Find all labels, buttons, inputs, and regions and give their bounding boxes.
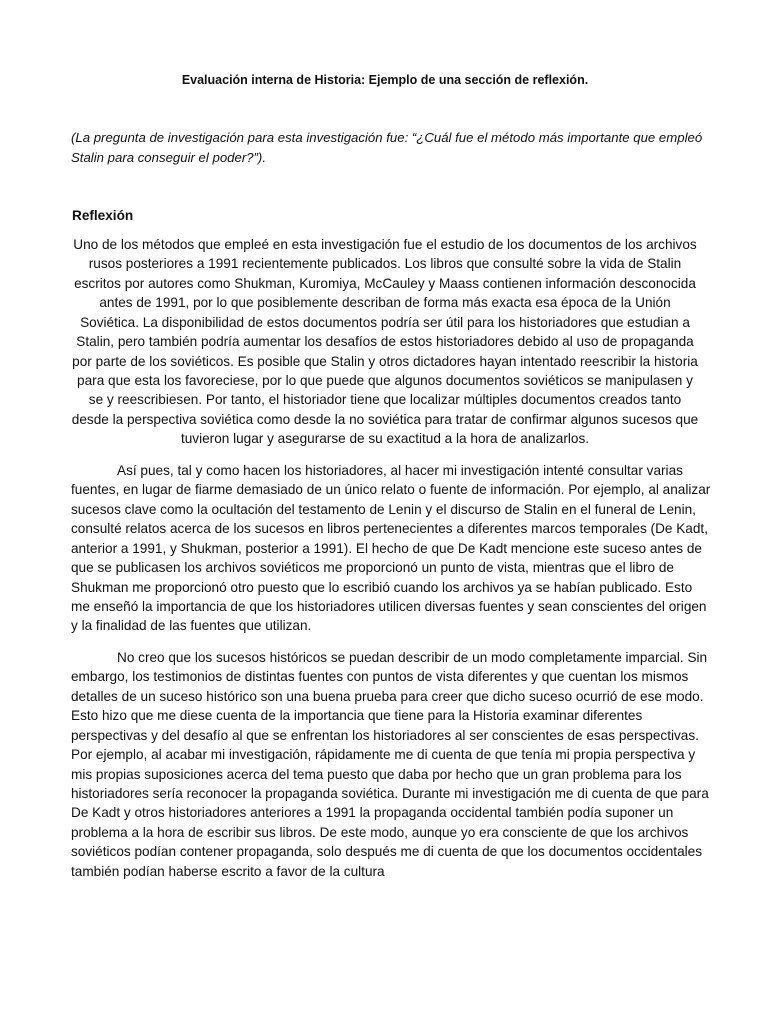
research-question: (La pregunta de investigación para esta investigación fue: “¿Cuál fue el método más importante que empleó Stalin para conseguir el poder?”).	[71, 130, 703, 165]
document-title: Evaluación interna de Historia: Ejemplo de una sección de reflexión.	[181, 73, 589, 87]
paragraph-3: No creo que los sucesos históricos se puedan describir de un modo completamente imparcial. Sin embargo, los testimonios de distintas fuentes con puntos de vista diferentes y que cuentan los mismos detalles de un suceso histórico son una buena prueba para creer que dicho suceso ocurrió de ese modo. Esto hizo que me diese cuenta de la importancia que tiene para la Historia examinar diferentes perspectivas y del desafío al que se enfrentan los historiadores al ser conscientes de esas perspectivas. Por ejemplo, al acabar mi investigación, rápidamente me di cuenta de que tenía mi propia perspectiva y mis propias suposiciones acerca del tema puesto que daba por hecho que un gran problema para los historiadores sería reconocer la propaganda soviética. Durante mi investigación me di cuenta de que para De Kadt y otros historiadores anteriores a 1991 la propaganda occidental también podía suponer un problema a la hora de escribir sus libros. De este modo, aunque yo era consciente de que los archivos soviéticos podían contener propaganda, solo después me di cuenta de que los documentos occidentales también podían haberse escrito a favor de la cultura	[71, 650, 709, 879]
paragraph-1: Uno de los métodos que empleé en esta investigación fue el estudio de los documentos de los archivos rusos posteriores a 1991 recientemente publicados. Los libros que consulté sobre la vida de Stalin escritos por autores como Shukman, Kuromiya, McCauley y Maass contienen información desconocida antes de 1991, por lo que posiblemente describan de forma más exacta esa época de la Unión Soviética. La disponibilidad de estos documentos podría ser útil para los historiadores que estudian a Stalin, pero también podría aumentar los desafíos de estos historiadores debido al uso de propaganda por parte de los soviéticos. Es posible que Stalin y otros dictadores hayan intentado reescribir la historia para que esta los favoreciese, por lo que puede que algunos documentos soviéticos se manipulasen y se y reescribiesen. Por tanto, el historiador tiene que localizar múltiples documentos creados tanto desde la perspectiva soviética como desde la no soviética para tratar de confirmar algunos sucesos que tuvieron lugar y asegurarse de su exactitud a la hora de analizarlos.	[71, 237, 699, 447]
paragraph-2: Así pues, tal y como hacen los historiadores, al hacer mi investigación intenté consultar varias fuentes, en lugar de fiarme demasiado de un único relato o fuente de información. Por ejemplo, al analizar sucesos clave como la ocultación del testamento de Lenin y el discurso de Stalin en el funeral de Lenin, consulté relatos acerca de los sucesos en libros pertenecientes a diferentes marcos temporales (De Kadt, anterior a 1991, y Shukman, posterior a 1991). El hecho de que De Kadt mencione este suceso antes de que se publicasen los archivos soviéticos me proporcionó un punto de vista, mientras que el libro de Shukman me proporcionó otro puesto que lo escribió cuando los archivos ya se habían publicado. Esto me enseñó la importancia de que los historiadores utilicen diversas fuentes y sean conscientes del origen y la finalidad de las fuentes que utilizan.	[71, 463, 711, 634]
section-heading: Reflexión	[72, 208, 134, 223]
